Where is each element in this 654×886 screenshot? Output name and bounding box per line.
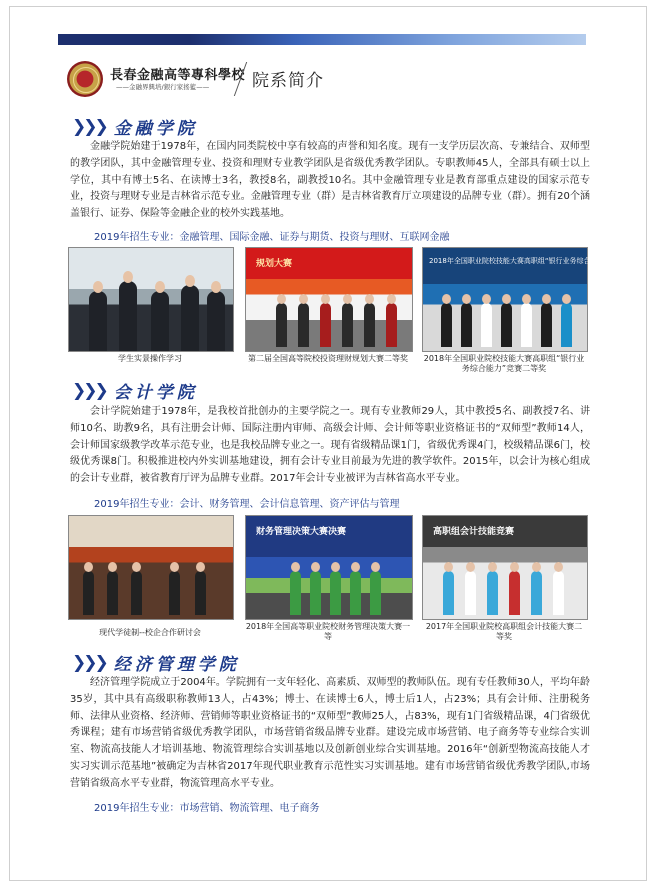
photo-banner-text: 财务管理决策大赛决赛 — [256, 527, 347, 537]
photo-finance-decision-contest — [245, 515, 413, 620]
photo-accounting-skills-contest — [422, 515, 588, 620]
photo-caption: 学生实景操作学习 — [118, 354, 182, 363]
photo-enterprise-seminar — [68, 515, 234, 620]
photo-banner-text: 2018年全国职业院校技能大赛高职组“银行业务综合技能” — [429, 257, 609, 265]
section-majors: 2019年招生专业：市场营销、物流管理、电子商务 — [94, 803, 320, 814]
school-logo — [67, 61, 103, 97]
chevrons-icon: ❯❯❯ — [72, 652, 106, 673]
section-heading-accounting — [72, 378, 198, 403]
photo-caption: 现代学徒制--校企合作研讨会 — [99, 628, 201, 637]
section-title: 经济管理学院 — [113, 655, 240, 675]
photo-student-practice — [68, 247, 234, 352]
section-majors: 2019年招生专业：金融管理、国际金融、证券与期货、投资与理财、互联网金融 — [94, 232, 450, 243]
header-color-bar — [58, 34, 586, 45]
section-majors: 2019年招生专业：会计、财务管理、会计信息管理、资产评估与管理 — [94, 499, 400, 510]
section-title: 金融学院 — [113, 119, 198, 139]
photo-banner-text: 规划大赛 — [256, 259, 293, 269]
photo-banking-contest — [422, 247, 609, 352]
section-heading-finance — [72, 114, 198, 139]
section-heading-economics — [72, 650, 240, 675]
chevrons-icon: ❯❯❯ — [72, 116, 106, 137]
photo-investment-contest — [245, 247, 413, 352]
photo-banner-text: 高职组会计技能竞赛 — [433, 527, 515, 537]
school-motto: ——金融界興培/銀行家搖籃—— — [116, 83, 210, 91]
school-name: 長春金融高等專科學校 — [110, 68, 246, 83]
photo-caption: 第二届全国高等院校投资理财规划大赛二等奖 — [248, 354, 408, 363]
photo-caption: 2017年全国职业院校高职组会计技能大赛二等奖 — [425, 622, 583, 641]
section-title: 会计学院 — [113, 383, 198, 403]
photo-caption: 2018年全国高等职业院校财务管理决策大赛一等 — [245, 622, 411, 641]
page-title: 院系简介 — [252, 71, 324, 91]
section-body: 金融学院始建于1978年，在国内同类院校中享有较高的声誉和知名度。现有一支学历层次高、专兼结合、双师型的教学团队，其中金融管理专业、投资和理财专业教学团队是省级优秀教学团队。专职教师45人，全部具有硕士以上学位，其中有博士5名、在读博士3名，教授8名，副教授10名。其中金融管理专业是教育部重点建设的国家示范专业，投资与理财专业是吉林省示范专业。金融管理专业（群）是吉林省教育厅立项建设的品牌专业（群）。拥有20个涵盖银行、证券、保险等金融企业的校外实践基地。 — [70, 141, 590, 220]
chevrons-icon: ❯❯❯ — [72, 380, 106, 401]
section-body: 经济管理学院成立于2004年。学院拥有一支年轻化、高素质、双师型的教师队伍。现有专任教师30人，平均年龄35岁，其中具有高级职称教师13人，占43%；博士、在读博士6人，博士后1人，占23%；具有会计师、注册税务师、法律从业资格、经济师、营销师等职业资格证书的“双师型”教师25人，占83%，现有1门省级精品课，4门省级优秀课程；建有市场营销省级优秀教学团队，市场营销省级品牌专业群。建设完成市场营销、电子商务等专业综合实训室、物流高技能人才培训基地、物流管理综合实训基地以及创新创业综合实训基地。2016年“创新型物流高技能人才实习实训示范基地”被确定为吉林省2017年现代职业教育示范性实习实训基地。建有市场营销省级优秀教学团队,市场营销省级高水平专业群，物流管理高水平专业。 — [70, 677, 590, 789]
photo-caption: 2018年全国职业院校技能大赛高职组“银行业务综合能力”竞赛二等奖 — [423, 354, 585, 373]
section-body: 会计学院始建于1978年，是我校首批创办的主要学院之一。现有专业教师29人，其中教授5名、副教授7名、讲师10名、助教9名，具有注册会计师、国际注册内审师、高级会计师、会计师等职业资格证书的“双师型”教师14人，会计师国家级教学改革示范专业，也是我校品牌专业之一。现有省级精品课1门，省级优秀课4门，校级精品课6门，校级优秀课8门。积极推进校内外实训基地建设，拥有会计专业目前最为先进的教学软件。2015年，以会计为核心组成的会计专业群，被省教育厅评为品牌专业群。2017年会计专业被评为吉林省高水平专业。 — [70, 406, 590, 485]
